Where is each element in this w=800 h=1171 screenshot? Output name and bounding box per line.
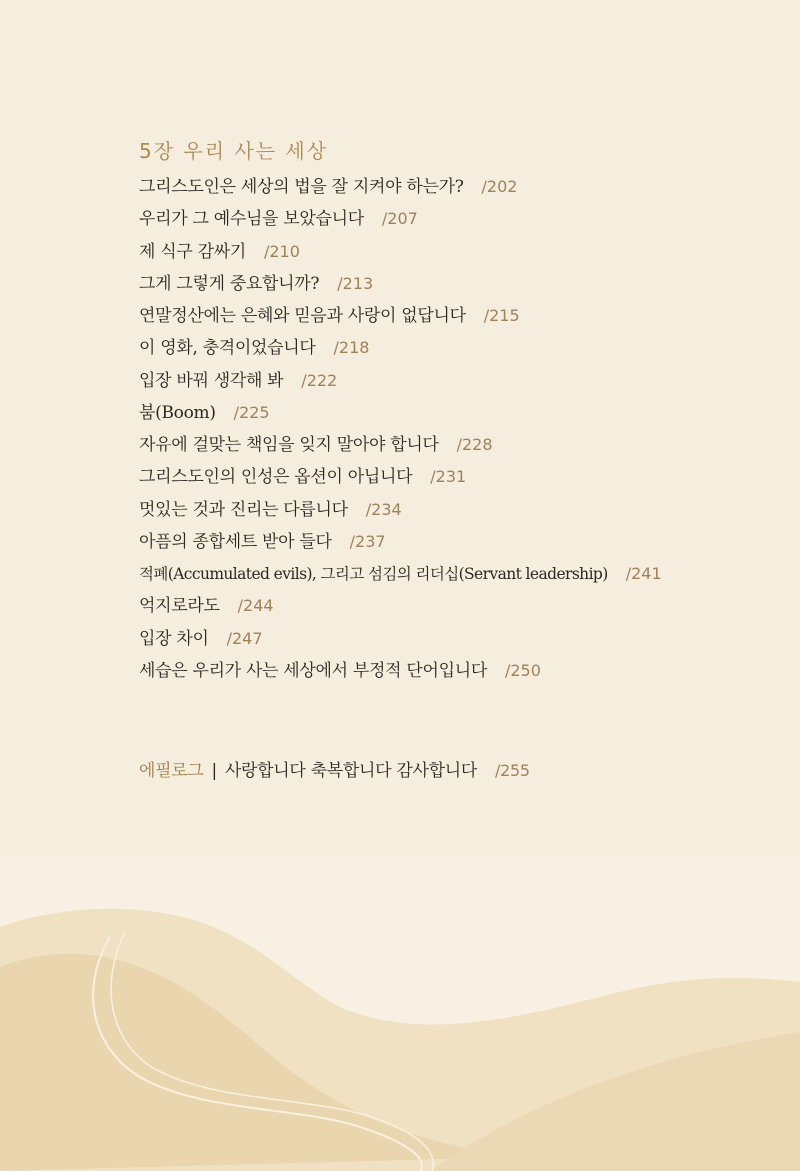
toc-item-page: /228 <box>456 435 493 454</box>
toc-item <box>139 431 779 463</box>
chapter-title: 5장 우리 사는 세상 <box>139 139 329 163</box>
toc-item <box>139 399 779 431</box>
toc-item-page: /225 <box>233 402 270 422</box>
toc-item <box>139 270 779 302</box>
toc-item-page: /234 <box>365 499 402 519</box>
toc-item-page: /237 <box>349 531 386 551</box>
toc-item-title: 적폐(Accumulated evils), 그리고 섬김의 리더십(Servant leadership) <box>139 565 608 583</box>
epilogue-entry <box>139 757 530 785</box>
toc-item <box>139 238 779 270</box>
toc-item <box>139 334 779 366</box>
toc-item <box>139 560 779 592</box>
toc-item-page: /202 <box>481 177 518 196</box>
epilogue-separator: | <box>211 761 217 781</box>
toc-item <box>139 302 779 334</box>
epilogue-title: 사랑합니다 축복합니다 감사합니다 <box>224 761 477 781</box>
toc-item-title: 그리스도인은 세상의 법을 잘 지켜야 하는가? <box>139 177 464 197</box>
toc-item-title: 그리스도인의 인성은 옵션이 아닙니다 <box>139 467 413 488</box>
toc-item-page: /247 <box>226 628 263 648</box>
toc-item <box>139 367 779 399</box>
toc-item-page: /215 <box>483 306 520 325</box>
toc-item-title: 이 영화, 충격이었습니다 <box>139 338 316 359</box>
toc-item-title: 그게 그렇게 중요합니까? <box>139 273 320 294</box>
toc-item-page: /231 <box>430 467 467 487</box>
toc-item <box>139 205 779 237</box>
toc-item-title: 멋있는 것과 진리는 다릅니다 <box>139 499 348 520</box>
toc-item-title: 입장 바꿔 생각해 봐 <box>139 370 284 391</box>
toc-item-page: /250 <box>504 660 541 680</box>
toc-item-page: /241 <box>625 564 662 583</box>
toc-item-page: /222 <box>301 370 338 390</box>
toc-item <box>139 173 779 205</box>
toc-item-page: /244 <box>237 596 274 616</box>
desert-landscape-illustration <box>0 857 800 1171</box>
toc-item-title: 제 식구 감싸기 <box>139 241 246 262</box>
toc-item-page: /213 <box>337 273 374 293</box>
toc-item-title: 붐(Boom) <box>139 402 216 423</box>
toc-item-title: 아픔의 종합세트 받아 들다 <box>139 531 332 552</box>
toc-item <box>139 592 779 624</box>
toc-item-title: 자유에 걸맞는 책임을 잊지 말아야 합니다 <box>139 435 439 455</box>
toc-item-page: /210 <box>263 241 300 261</box>
toc-item <box>139 496 779 528</box>
toc-item <box>139 625 779 657</box>
toc-item-page: /218 <box>333 338 370 358</box>
toc-item-title: 세습은 우리가 사는 세상에서 부정적 단어입니다 <box>139 660 487 681</box>
toc-item-title: 억지로라도 <box>139 596 220 617</box>
toc-item-title: 연말정산에는 은혜와 믿음과 사랑이 없답니다 <box>139 306 466 326</box>
toc-item <box>139 657 779 689</box>
toc-item-title: 입장 차이 <box>139 628 209 649</box>
toc-item <box>139 528 779 560</box>
toc-list <box>139 173 779 689</box>
epilogue-page: /255 <box>494 761 530 780</box>
toc-item-page: /207 <box>381 209 418 229</box>
toc-item <box>139 463 779 495</box>
toc-item-title: 우리가 그 예수님을 보았습니다 <box>139 209 364 230</box>
epilogue-label: 에필로그 <box>139 761 204 781</box>
